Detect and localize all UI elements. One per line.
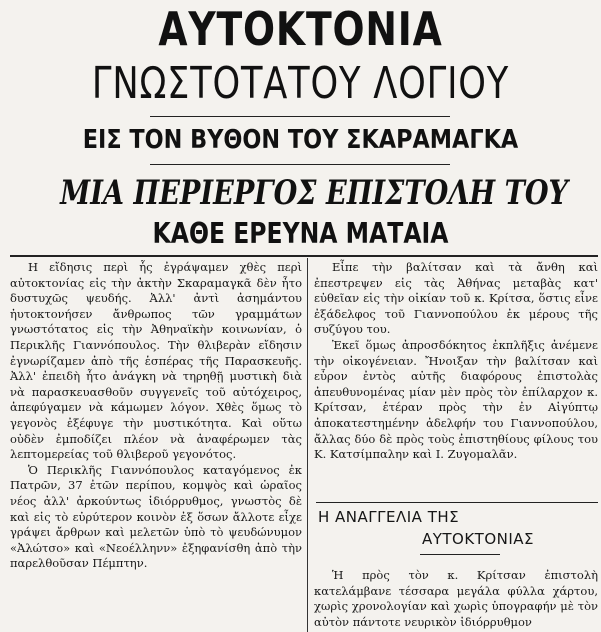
headline-deck: ΜΙΑ ΠΕΡΙΕΡΓΟΣ ΕΠΙΣΤΟΛΗ ΤΟΥ [60, 173, 568, 213]
headline-second: ΓΝΩΣΤΟΤΑΤΟΥ ΛΟΓΙΟΥ [91, 58, 510, 109]
left-paragraph-1: Η εἴδησις περὶ ἧς ἐγράψαμεν χθὲς περὶ αὐτοκτονίας εἰς τὴν ἀκτὴν Σκαραμαγκᾶ δὲν ἦτο δυστυχῶς ψευδής. Ἀλλ' ἀντὶ ἀσημάντου ἠυτοκτονήσεν ἄνθρωπος τῶν γραμμάτων γνωστότατος εἰς τὴν Ἀθηναϊκὴν κοινωνίαν, ὁ Περικλῆς Γιαννόπουλος. Τὴν θλιβερὰν εἴδησιν ἐγνωρίζαμεν ἀπὸ τῆς ἑσπέρας τῆς Παρασκευῆς. Ἀλλ' ἐπειδὴ ἦτο ἀνάγκη νὰ τηρηθῇ μυστικὴ διὰ νὰ παρασκευασθοῦν συγγενεῖς τοῦ αὐτόχειρος, ἀπεφύγαμεν νὰ κάμωμεν λόγον. Χθὲς ὅμως τὸ γεγονὸς ἐξέφυγε τὴν μυστικότητα. Καὶ οὕτω οὐδὲν ἐμποδίζει πλέον νὰ ἀναφέρωμεν τὰς λεπτομερείας τοῦ θλιβεροῦ γεγονότος. [10, 260, 302, 462]
left-paragraph-2: Ὁ Περικλῆς Γιαννόπουλος καταγόμενος ἐκ Πατρῶν, 37 ἐτῶν περίπου, κομψὸς καὶ ὡραῖος νέος ἀλλ' ἀρκούντως ἰδιόρρυθμος, γνωστὸς δὲ καὶ εἰς τὸ εὐρύτερον κοινὸν ἐξ ὅσων ἄλλοτε εἶχε γράψει ἄρθρων καὶ μελετῶν ὑπὸ τὸ ψευδώνυμον «Ἀλώτσο» καὶ «Νεοέλληνν» ἐξηφανίσθη ἀπὸ τὴν παρελθοῦσαν Πέμπτην. [10, 462, 302, 571]
headline-rule-2 [150, 164, 450, 165]
article-column-right [314, 260, 598, 463]
headline-subtitle: ΕΙΣ ΤΟΝ ΒΥΘΟΝ ΤΟΥ ΣΚΑΡΑΜΑΓΚΑ [82, 125, 519, 155]
right-paragraph-3: Ἡ πρὸς τὸν κ. Κρίτσαν ἐπιστολὴ κατελάμβανε τέσσαρα μεγάλα φύλλα χάρτου, χωρὶς χρονολογίαν καὶ χωρὶς ὑπογραφήν μὲ τὸν αὐτὸν πάντοτε νευρικὸν ἰδιόρρυθμον [314, 568, 598, 629]
headline-deck-2: ΚΑΘΕ ΕΡΕΥΝΑ ΜΑΤΑΙΑ [152, 217, 449, 250]
headline-rule-1 [150, 116, 450, 117]
subhead-rule [316, 502, 598, 503]
headline-main: ΑΥΤΟΚΤΟΝΙΑ [158, 2, 443, 56]
subhead-line-2: ΑΥΤΟΚΤΟΝΙΑΣ [421, 530, 535, 548]
subhead-line-1: Η ΑΝΑΓΓΕΛΙΑ ΤΗΣ [318, 508, 460, 526]
headline-bottom-rule [10, 255, 598, 257]
right-paragraph-1: Εἶπε τὴν βαλίτσαν καὶ τὰ ἄνθη καὶ ἐπεστρεψεν εἰς τὰς Ἀθήνας μεταβὰς κατ' εὐθεῖαν εἰς τὴν οἰκίαν τοῦ κ. Κρίτσα, ὅστις εἶνε ἐξάδελφος τοῦ Γιαννοπούλου ἐκ μέρους τῆς συζύγου του. [314, 260, 598, 337]
right-paragraph-2: Ἐκεῖ ὅμως ἀπροσδόκητος ἐκπλῆξις ἀνέμενε τὴν οἰκογένειαν. Ἤνοιξαν τὴν βαλίτσαν καὶ εὗρον ἐντὸς αὐτῆς διαφόρους ἐπιστολὰς ἀπευθυνομένας μίαν μὲν πρὸς τὸν ἐπίλαρχον κ. Κρίτσαν, ἑτέραν πρὸς τὴν ἐν Αἰγύπτῳ ἀποκατεστημένην ἀδελφήν του Γιαννοπούλου, ἄλλας δύο δὲ πρὸς τοὺς ἐπιστηθίους φίλους του Κ. Κατσίμπαλην καὶ Ι. Ζυγομαλᾶν. [314, 337, 598, 462]
article-column-right-continued [314, 568, 598, 630]
subhead-rule-bottom [420, 554, 500, 555]
article-column-left [10, 260, 302, 572]
column-divider [307, 258, 308, 632]
